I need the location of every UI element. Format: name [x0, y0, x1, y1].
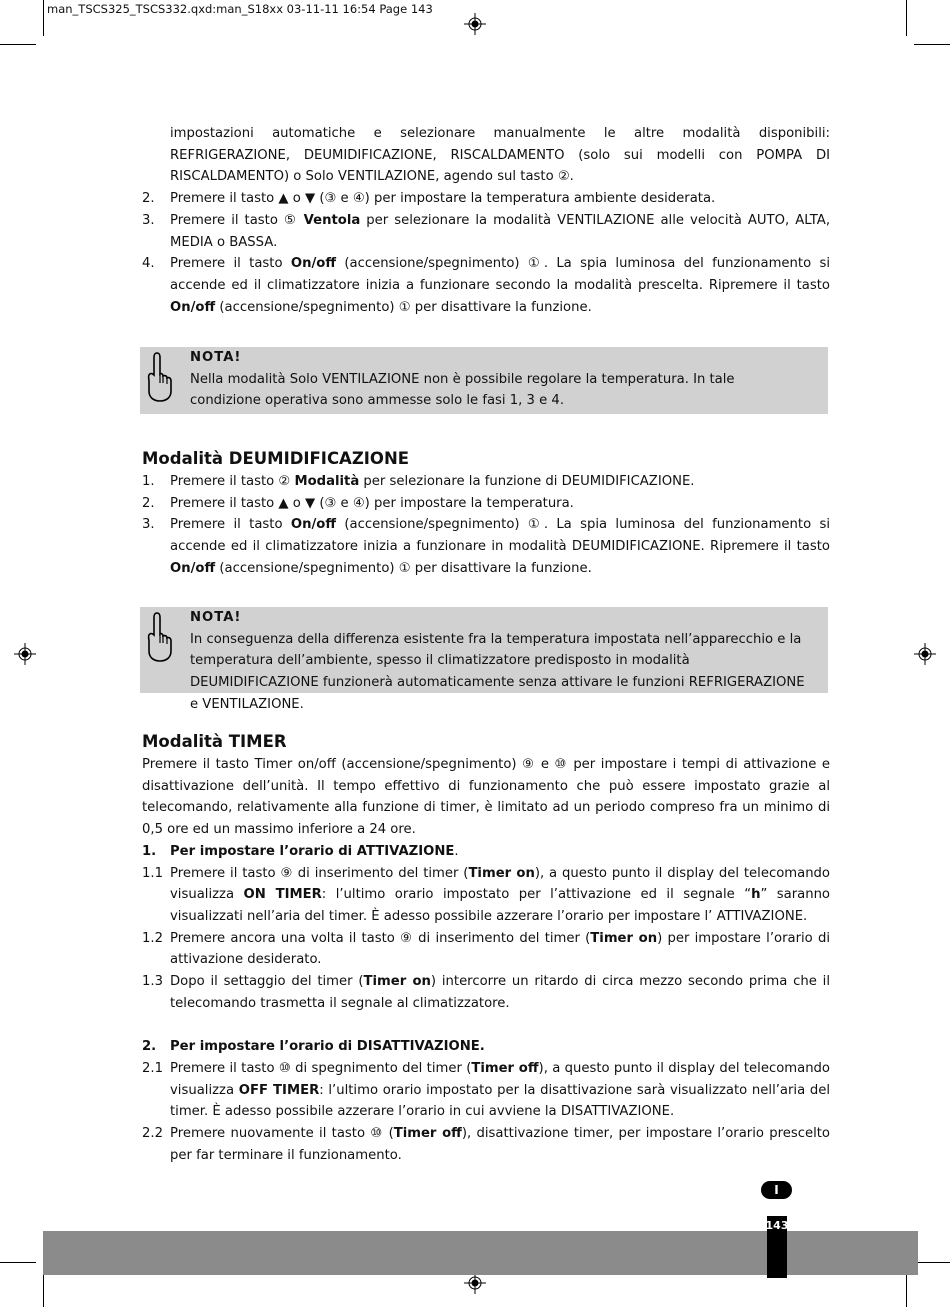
timer-section [142, 730, 830, 1166]
item-number: 1.2 [142, 930, 163, 946]
intro-section [142, 123, 830, 318]
item-text: Premere il tasto ▲ o ▼ (③ e ④) per impostare la temperatura. [170, 495, 574, 511]
item-number: 2. [142, 191, 155, 207]
item-bold: Ventola [303, 212, 361, 228]
item-bold: On/off [170, 560, 216, 576]
item-text: Premere il tasto ② [170, 474, 295, 489]
note-title: NOTA! [190, 610, 242, 625]
list-item [142, 471, 830, 493]
item-number: 2. [142, 1039, 157, 1055]
pointing-hand-icon [144, 611, 176, 663]
note-text: Nella modalità Solo VENTILAZIONE non è possibile regolare la temperatura. In tale condizione operativa sono ammesse solo le fasi 1, 3 e 4. [190, 371, 735, 409]
pointing-hand-icon [144, 351, 176, 403]
item-text: ) per impostare l’orario di attivazione desiderato. [170, 930, 830, 968]
item-bold: h [751, 887, 761, 903]
item-text: Premere il tasto [170, 256, 291, 272]
item-bold: On/off [170, 299, 216, 315]
item-text: Premere il tasto ⑤ [170, 212, 304, 228]
crop-mark [0, 1262, 36, 1263]
item-text: ), a questo punto il display del telecomando visualizza [170, 865, 830, 903]
item-text: Premere il tasto ⑨ di inserimento del timer ( [170, 865, 469, 881]
list-item [142, 928, 830, 971]
list-item [142, 1123, 830, 1166]
continuation-paragraph [142, 123, 830, 188]
item-bold: Timer on [590, 930, 658, 946]
item-text: ), a questo punto il display del telecomando visualizza [170, 1060, 830, 1098]
page-number: 143 [765, 1219, 789, 1232]
timer-intro: Premere il tasto Timer on/off (accensione/spegnimento) ⑨ e ⑩ per impostare i tempi di attivazione e disattivazione dell’unità. Il tempo effettivo di funzionamento che può essere impostato grazie al telecomando, relativamente alla funzione di timer, è limitato ad un periodo compreso fra un minimo di 0,5 ore ed un massimo inferiore a 24 ore. [142, 757, 830, 838]
list-item [142, 188, 830, 210]
item-number: 1. [142, 843, 157, 859]
subsection-title [142, 1036, 830, 1058]
item-text: ) intercorre un ritardo di circa mezzo secondo prima che il telecomando trasmetta il segnale al climatizzatore. [170, 974, 831, 1011]
item-text: Premere ancora una volta il tasto ⑨ di inserimento del timer ( [170, 930, 591, 946]
item-bold: Timer on [468, 865, 535, 881]
item-text: (accensione/spegnimento) ① per disattivare la funzione. [215, 299, 592, 315]
note-box-1 [142, 347, 830, 414]
list-item [142, 863, 830, 928]
list-item [142, 514, 830, 579]
subsection-title-text: Per impostare l’orario di ATTIVAZIONE [170, 843, 455, 859]
item-text: : l’ultimo orario impostato per l’attivazione ed il segnale “ [321, 887, 752, 903]
section-heading: Modalità DEUMIDIFICAZIONE [142, 449, 410, 468]
item-text: (accensione/spegnimento) ①. La spia luminosa del funzionamento si accende ed il climatizzatore inizia a funzionare secondo la modalità prescelta. Ripremere il tasto [170, 256, 831, 293]
crop-mark [43, 1271, 44, 1307]
note-text: In conseguenza della differenza esistente fra la temperatura impostata nell’apparecchio e la temperatura dell’ambiente, spesso il climatizzatore predisposto in modalità DEUMIDIFICAZIONE funzionerà automaticamente senza attivare le funzioni REFRIGERAZIONE e VENTILAZIONE. [190, 631, 805, 712]
item-number: 1. [142, 474, 155, 489]
item-bold: On/off [290, 256, 337, 272]
item-bold: ON TIMER [243, 887, 322, 903]
registration-mark-icon [464, 1272, 486, 1294]
file-header: man_TSCS325_TSCS332.qxd:man_S18xx 03-11-11 16:54 Page 143 [47, 2, 433, 16]
subsection-title-tail: . [454, 843, 459, 859]
item-text: per selezionare la modalità VENTILAZIONE alle velocità AUTO, ALTA, MEDIA o BASSA. [170, 212, 831, 250]
continuation-text: impostazioni automatiche e selezionare manualmente le altre modalità disponibili: REFRIGERAZIONE, DEUMIDIFICAZIONE, RISCALDAMENTO (solo sui modelli con POMPA DI RISCALDAMENTO) o Solo VENTILAZIONE, agendo sul tasto ②. [170, 126, 830, 185]
item-number: 3. [142, 517, 155, 533]
item-number: 2.2 [142, 1125, 163, 1141]
item-bold: Timer off [393, 1125, 462, 1141]
item-number: 2. [142, 495, 155, 511]
subsection-title-text: Per impostare l’orario di DISATTIVAZIONE. [170, 1039, 485, 1055]
item-text: : l’ultimo orario impostato per la disattivazione sarà visualizzato nell’aria del timer. È adesso possibile azzerare l’orario in cui avviene la DISATTIVAZIONE. [170, 1082, 831, 1120]
item-number: 3. [142, 212, 155, 228]
crop-mark [914, 44, 950, 45]
language-badge: I [761, 1181, 792, 1199]
list-item [142, 253, 830, 318]
registration-mark-icon [914, 643, 936, 665]
item-text: ), disattivazione timer, per impostare l’orario prescelto per far terminare il funzionamento. [170, 1125, 830, 1163]
list-item [142, 1058, 830, 1123]
item-number: 2.1 [142, 1060, 163, 1076]
item-number: 4. [142, 256, 155, 272]
list-item [142, 493, 830, 515]
note-title: NOTA! [190, 350, 242, 365]
dehum-section [142, 447, 830, 580]
item-bold: Modalità [294, 474, 360, 489]
crop-mark [906, 0, 907, 36]
item-text: ” saranno visualizzati nell’aria del timer. È adesso possibile azzerare l’orario per impostare l’ ATTIVAZIONE. [170, 887, 830, 924]
crop-mark [43, 0, 44, 36]
registration-mark-icon [14, 643, 36, 665]
item-text: Premere il tasto ▲ o ▼ (③ e ④) per impostare la temperatura ambiente desiderata. [170, 191, 716, 207]
crop-mark [0, 44, 36, 45]
crop-mark [914, 1262, 950, 1263]
item-text: per selezionare la funzione di DEUMIDIFICAZIONE. [359, 474, 695, 489]
item-text: (accensione/spegnimento) ① per disattivare la funzione. [215, 560, 592, 576]
subsection-title [142, 841, 830, 863]
registration-mark-icon [464, 13, 486, 35]
item-text: Dopo il settaggio del timer ( [170, 974, 364, 990]
list-item [142, 210, 830, 253]
note-box-2 [142, 607, 830, 712]
section-heading: Modalità TIMER [142, 732, 287, 751]
item-bold: Timer off [471, 1060, 539, 1076]
item-text: Premere il tasto ⑩ di spegnimento del timer ( [170, 1060, 472, 1076]
item-text: (accensione/spegnimento) ①. La spia luminosa del funzionamento si accende ed il climatizzatore inizia a funzionare in modalità DEUMIDIFICAZIONE. Ripremere il tasto [170, 517, 831, 555]
crop-mark [906, 1271, 907, 1307]
list-item [142, 971, 830, 1014]
item-bold: Timer on [363, 974, 431, 990]
item-number: 1.3 [142, 974, 163, 990]
item-text: Premere il tasto [170, 517, 291, 533]
item-text: Premere nuovamente il tasto ⑩ ( [170, 1125, 394, 1141]
item-bold: On/off [290, 517, 337, 533]
item-bold: OFF TIMER [238, 1082, 320, 1098]
item-number: 1.1 [142, 865, 163, 881]
